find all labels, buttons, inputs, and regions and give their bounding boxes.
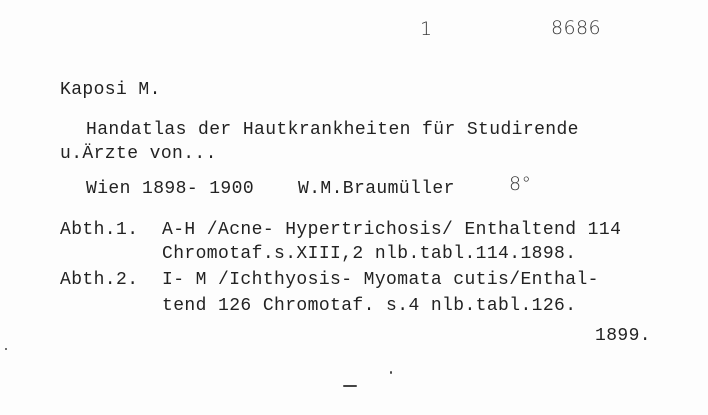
format-note: 8° [509,173,532,195]
imprint-place-years: Wien 1898- 1900 [86,179,255,199]
position-number: 1 [420,18,433,40]
scan-dot [5,348,7,350]
part-1-line-1: A-H /Acne- Hypertrichosis/ Enthaltend 114 [162,220,622,240]
imprint-publisher: W.M.Braumüller [298,179,455,199]
title-line-2: u.Ärzte von... [60,144,217,164]
scan-mark [343,385,357,387]
part-2-line-3: 1899. [595,326,652,346]
title-line-1: Handatlas der Hautkrankheiten für Studirende [86,120,579,140]
part-2-line-2: tend 126 Chromotaf. s.4 nlb.tabl.126. [162,296,577,316]
part-2-line-1: I- M /Ichthyosis- Myomata cutis/Enthal- [162,270,599,290]
part-2-label: Abth.2. [60,270,139,290]
author-heading: Kaposi M. [60,80,161,100]
scan-dot [390,371,392,374]
part-1-label: Abth.1. [60,220,139,240]
catalog-number: 8686 [551,17,601,39]
part-1-line-2: Chromotaf.s.XIII,2 nlb.tabl.114.1898. [162,244,577,264]
